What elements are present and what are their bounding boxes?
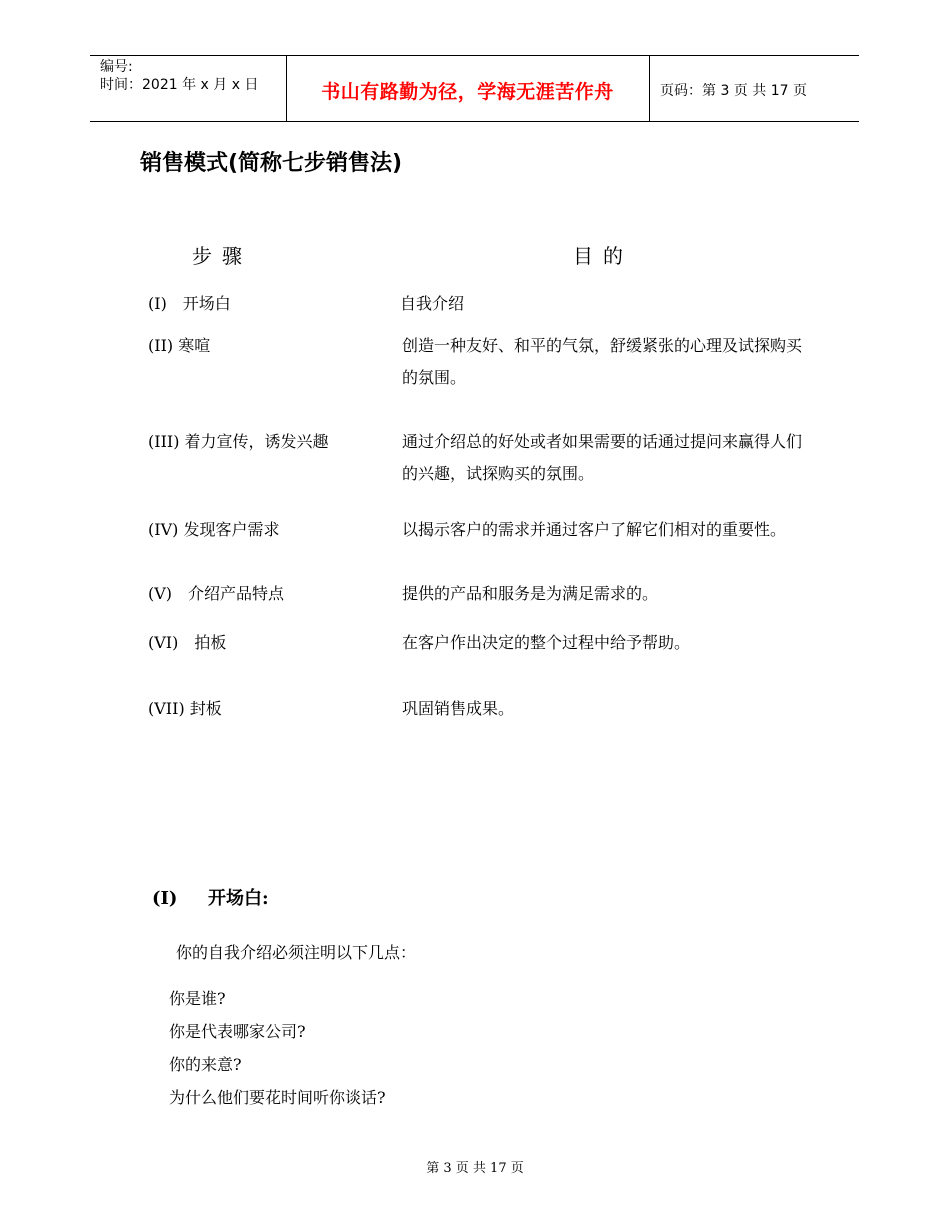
step-purpose: 在客户作出决定的整个过程中给予帮助。 bbox=[402, 633, 691, 652]
step-label: (II) 寒喧 bbox=[148, 336, 211, 355]
header-meta bbox=[100, 58, 258, 94]
header-page-info: 页码：第 3 页 共 17 页 bbox=[660, 83, 807, 99]
question-list bbox=[169, 982, 386, 1114]
list-item: 你是代表哪家公司? bbox=[169, 1022, 306, 1041]
step-label: (I) 开场白 bbox=[148, 294, 231, 313]
column-heading-purpose: 目的 bbox=[573, 244, 633, 268]
list-item: 你的来意? bbox=[169, 1055, 242, 1074]
step-label: (III) 着力宣传，诱发兴趣 bbox=[148, 432, 329, 451]
step-purpose: 提供的产品和服务是为满足需求的。 bbox=[402, 584, 659, 603]
step-label: (V) 介绍产品特点 bbox=[148, 584, 285, 603]
document-title: 销售模式(简称七步销售法) bbox=[140, 151, 403, 176]
header-motto: 书山有路勤为径，学海无涯苦作舟 bbox=[321, 81, 614, 103]
column-heading-step: 步骤 bbox=[192, 244, 252, 268]
step-label: (IV) 发现客户需求 bbox=[148, 520, 280, 539]
header-divider-right bbox=[649, 55, 650, 121]
serial-label: 编号: bbox=[100, 59, 133, 75]
step-purpose: 自我介绍 bbox=[400, 294, 465, 313]
section-heading bbox=[152, 884, 269, 910]
section-intro: 你的自我介绍必须注明以下几点： bbox=[176, 943, 417, 962]
header-bottom-rule bbox=[90, 121, 859, 122]
section-number: (I) bbox=[152, 888, 178, 909]
time-label: 时间：2021 年 x 月 x 日 bbox=[100, 77, 259, 93]
step-purpose: 以揭示客户的需求并通过客户了解它们相对的重要性。 bbox=[402, 520, 787, 539]
step-purpose: 通过介绍总的好处或者如果需要的话通过提问来赢得人们的兴趣，试探购买的氛围。 bbox=[402, 432, 803, 483]
step-label: (VII) 封板 bbox=[148, 699, 222, 718]
list-item: 你是谁? bbox=[169, 989, 226, 1008]
list-item: 为什么他们要花时间听你谈话? bbox=[169, 1088, 386, 1107]
header-top-rule bbox=[90, 55, 859, 56]
step-purpose: 创造一种友好、和平的气氛，舒缓紧张的心理及试探购买的氛围。 bbox=[402, 336, 803, 387]
page-footer: 第 3 页 共 17 页 bbox=[426, 1161, 524, 1176]
section-title: 开场白: bbox=[208, 888, 269, 909]
step-purpose: 巩固销售成果。 bbox=[402, 699, 515, 718]
step-label: (VI) 拍板 bbox=[148, 633, 227, 652]
